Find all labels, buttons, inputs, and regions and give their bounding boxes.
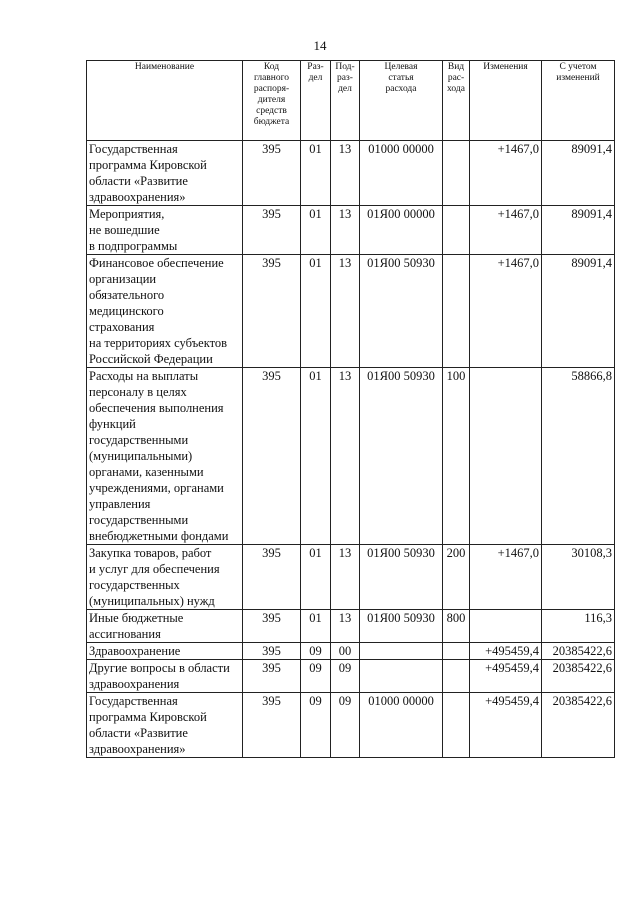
header-line: Раз- — [307, 62, 324, 72]
cell-vr: 100 — [443, 368, 470, 545]
header-line: Под- — [335, 62, 355, 72]
cell-gr: 395 — [243, 643, 301, 660]
cell-total: 89091,4 — [542, 255, 615, 368]
cell-name-line: области «Развитие — [89, 174, 188, 188]
cell-vr — [443, 255, 470, 368]
table-row — [87, 643, 615, 660]
cell-total: 20385422,6 — [542, 693, 615, 758]
cell-name-line: обязательного — [89, 288, 165, 302]
cell-name — [87, 141, 243, 206]
table-body — [87, 141, 615, 758]
cell-gr: 395 — [243, 693, 301, 758]
cell-name-line: ассигнования — [89, 627, 161, 641]
cell-gr: 395 — [243, 255, 301, 368]
cell-name — [87, 693, 243, 758]
header-gr — [243, 61, 301, 141]
cell-razdel: 01 — [301, 545, 331, 610]
header-line: Целевая — [384, 62, 418, 72]
cell-name — [87, 206, 243, 255]
header-razdel — [301, 61, 331, 141]
cell-change: +1467,0 — [470, 255, 542, 368]
cell-name-line: Иные бюджетные — [89, 611, 184, 625]
cell-cs: 01000 00000 — [360, 693, 443, 758]
table-header-row — [87, 61, 615, 141]
header-line: Код — [263, 62, 280, 72]
header-cs — [360, 61, 443, 141]
cell-name-line: здравоохранения — [89, 677, 180, 691]
table-row — [87, 610, 615, 643]
cell-razdel: 01 — [301, 206, 331, 255]
cell-cs: 01Я00 50930 — [360, 545, 443, 610]
cell-cs: 01Я00 50930 — [360, 610, 443, 643]
cell-cs: 01Я00 00000 — [360, 206, 443, 255]
header-line: статья — [388, 73, 414, 83]
header-line: С учетом — [559, 62, 597, 72]
header-line: Изменения — [483, 62, 528, 72]
table-row — [87, 368, 615, 545]
header-line: рас- — [447, 73, 465, 83]
cell-name-line: на территориях субъектов — [89, 336, 228, 350]
header-change — [470, 61, 542, 141]
cell-name-line: организации — [89, 272, 157, 286]
cell-vr — [443, 643, 470, 660]
cell-name-line: функций — [89, 417, 136, 431]
table-row — [87, 206, 615, 255]
cell-name-line: в подпрограммы — [89, 239, 178, 253]
cell-gr: 395 — [243, 545, 301, 610]
cell-podrazdel: 09 — [331, 693, 360, 758]
header-line: распоря- — [253, 84, 290, 94]
cell-name-line: Государственная — [89, 694, 178, 708]
cell-change: +495459,4 — [470, 693, 542, 758]
cell-name-line: Расходы на выплаты — [89, 369, 199, 383]
cell-cs: 01000 00000 — [360, 141, 443, 206]
cell-name-line: персоналу в целях — [89, 385, 187, 399]
cell-gr: 395 — [243, 660, 301, 693]
header-line: раз- — [337, 73, 353, 83]
header-line: главного — [253, 73, 290, 83]
header-line: Вид — [447, 62, 465, 72]
cell-podrazdel: 13 — [331, 206, 360, 255]
cell-name — [87, 368, 243, 545]
cell-name-line: внебюджетными фондами — [89, 529, 229, 543]
cell-razdel: 09 — [301, 660, 331, 693]
cell-razdel: 01 — [301, 368, 331, 545]
cell-name-line: государственными — [89, 433, 189, 447]
cell-change: +1467,0 — [470, 206, 542, 255]
cell-vr — [443, 660, 470, 693]
cell-name-line: медицинского — [89, 304, 164, 318]
cell-name-line: обеспечения выполнения — [89, 401, 224, 415]
cell-name-line: страхования — [89, 320, 155, 334]
cell-name-line: Российской Федерации — [89, 352, 213, 366]
cell-name-line: Здравоохранение — [89, 644, 181, 658]
header-name — [87, 61, 243, 141]
header-line: изменений — [556, 73, 600, 83]
cell-change — [470, 368, 542, 545]
cell-podrazdel: 13 — [331, 368, 360, 545]
cell-total: 20385422,6 — [542, 660, 615, 693]
header-line: средств — [256, 106, 287, 116]
budget-table — [86, 60, 615, 758]
header-line: хода — [447, 84, 465, 94]
cell-vr — [443, 141, 470, 206]
cell-name-line: здравоохранения» — [89, 190, 186, 204]
cell-name-line: (муниципальных) нужд — [89, 594, 215, 608]
cell-total: 89091,4 — [542, 141, 615, 206]
page-number: 14 — [313, 38, 327, 53]
cell-change: +495459,4 — [470, 643, 542, 660]
cell-razdel: 09 — [301, 693, 331, 758]
cell-cs — [360, 643, 443, 660]
cell-razdel: 09 — [301, 643, 331, 660]
cell-name-line: учреждениями, органами — [89, 481, 224, 495]
cell-name-line: Мероприятия, — [89, 207, 165, 221]
cell-total: 20385422,6 — [542, 643, 615, 660]
header-line: дел — [308, 73, 323, 83]
cell-name-line: (муниципальными) — [89, 449, 193, 463]
cell-name-line: здравоохранения» — [89, 742, 186, 756]
cell-name-line: и услуг для обеспечения — [89, 562, 220, 576]
cell-gr: 395 — [243, 141, 301, 206]
cell-change — [470, 610, 542, 643]
cell-podrazdel: 13 — [331, 255, 360, 368]
table-row — [87, 693, 615, 758]
cell-gr: 395 — [243, 368, 301, 545]
header-total — [542, 61, 615, 141]
cell-change: +1467,0 — [470, 141, 542, 206]
cell-total: 30108,3 — [542, 545, 615, 610]
cell-vr — [443, 206, 470, 255]
cell-change: +495459,4 — [470, 660, 542, 693]
cell-name-line: не вошедшие — [89, 223, 160, 237]
cell-podrazdel: 13 — [331, 610, 360, 643]
cell-name — [87, 660, 243, 693]
cell-name-line: Другие вопросы в области — [89, 661, 230, 675]
cell-total: 58866,8 — [542, 368, 615, 545]
cell-podrazdel: 00 — [331, 643, 360, 660]
header-podrazdel — [331, 61, 360, 141]
cell-name-line: Закупка товаров, работ — [89, 546, 212, 560]
cell-name-line: государственными — [89, 513, 189, 527]
cell-gr: 395 — [243, 610, 301, 643]
cell-cs: 01Я00 50930 — [360, 368, 443, 545]
cell-name-line: органами, казенными — [89, 465, 204, 479]
cell-podrazdel: 09 — [331, 660, 360, 693]
cell-name — [87, 610, 243, 643]
cell-razdel: 01 — [301, 141, 331, 206]
cell-cs — [360, 660, 443, 693]
cell-name-line: программа Кировской — [89, 158, 207, 172]
cell-total: 116,3 — [542, 610, 615, 643]
table-row — [87, 141, 615, 206]
table-row — [87, 255, 615, 368]
cell-podrazdel: 13 — [331, 545, 360, 610]
cell-vr — [443, 693, 470, 758]
cell-name-line: Государственная — [89, 142, 178, 156]
cell-gr: 395 — [243, 206, 301, 255]
cell-name — [87, 643, 243, 660]
cell-name-line: государственных — [89, 578, 180, 592]
cell-cs: 01Я00 50930 — [360, 255, 443, 368]
cell-name-line: программа Кировской — [89, 710, 207, 724]
cell-razdel: 01 — [301, 610, 331, 643]
cell-razdel: 01 — [301, 255, 331, 368]
cell-name — [87, 545, 243, 610]
cell-podrazdel: 13 — [331, 141, 360, 206]
cell-vr: 800 — [443, 610, 470, 643]
header-line: бюджета — [253, 117, 290, 127]
header-line: дителя — [257, 95, 286, 105]
cell-name-line: управления — [89, 497, 151, 511]
table-row — [87, 545, 615, 610]
table-row — [87, 660, 615, 693]
cell-change: +1467,0 — [470, 545, 542, 610]
cell-name-line: Финансовое обеспечение — [89, 256, 224, 270]
cell-name-line: области «Развитие — [89, 726, 188, 740]
cell-vr: 200 — [443, 545, 470, 610]
cell-name — [87, 255, 243, 368]
header-line: расхода — [385, 84, 417, 94]
header-vr — [443, 61, 470, 141]
header-line: Наименование — [134, 62, 195, 72]
header-line: дел — [338, 84, 352, 94]
cell-total: 89091,4 — [542, 206, 615, 255]
